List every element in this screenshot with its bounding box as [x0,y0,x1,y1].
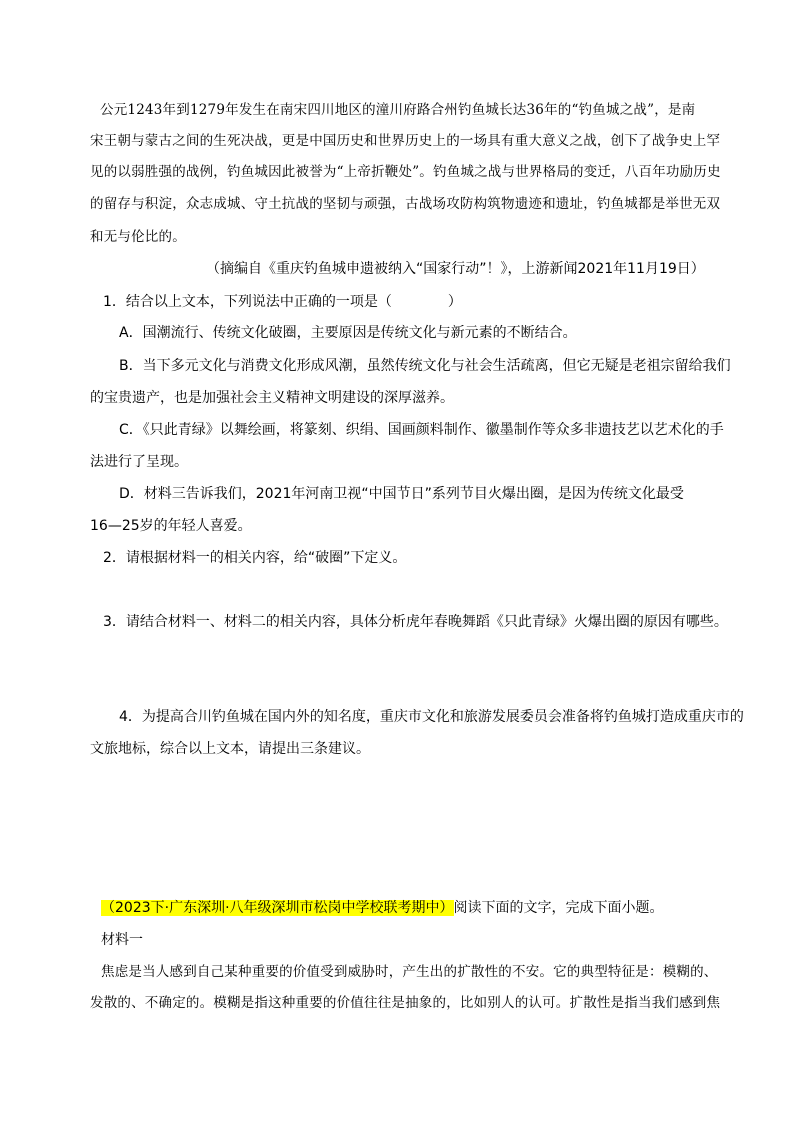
passage-line: 宋王朝与蒙古之间的生死决战，更是中国历史和世界历史上的一场具有重大意义之战，创下了战争史上罕 [90,133,721,149]
passage-line: 的留存与积淀，众志成城、守土抗战的坚韧与顽强，古战场攻防构筑物遗迹和遗址，钓鱼城都是举世无双 [90,196,721,212]
passage-line: 和无与伦比的。 [90,229,186,245]
question-1-option-a: A．国潮流行、传统文化破圈，主要原因是传统文化与新元素的不断结合。 [119,325,577,341]
section-header [101,898,664,918]
section-instruction: 阅读下面的文字，完成下面小题。 [453,900,664,916]
source-tag: （2023下·广东深圳·八年级深圳市松岗中学校联考期中） [101,900,454,916]
question-4-cont: 文旅地标，综合以上文本，请提出三条建议。 [90,741,370,757]
question-1-option-d: D．材料三告诉我们，2021年河南卫视“中国节日”系列节目火爆出圈，是因为传统文化最受 [119,486,684,502]
question-1-option-b-cont: 的宝贵遗产，也是加强社会主义精神文明建设的深厚滋养。 [90,390,454,406]
question-1-option-c: C．《只此青绿》以舞绘画，将篆刻、织绢、国画颜料制作、徽墨制作等众多非遗技艺以艺术化的手 [119,422,724,438]
material-line: 焦虑是当人感到自己某种重要的价值受到威胁时，产生出的扩散性的不安。它的典型特征是：模糊的、 [101,964,718,980]
question-4: 4．为提高合川钓鱼城在国内外的知名度，重庆市文化和旅游发展委员会准备将钓鱼城打造成重庆市的 [119,709,744,725]
question-1-option-d-cont: 16—25岁的年轻人喜爱。 [90,518,252,534]
question-3: 3．请结合材料一、材料二的相关内容，具体分析虎年春晚舞蹈《只此青绿》火爆出圈的原因有哪些。 [103,614,728,630]
material-line: 发散的、不确定的。模糊是指这种重要的价值往往是抽象的，比如别人的认可。扩散性是指当我们感到焦 [90,995,721,1011]
question-1-option-b: B．当下多元文化与消费文化形成风潮，虽然传统文化与社会生活疏离，但它无疑是老祖宗留给我们 [119,358,731,374]
question-1-option-c-cont: 法进行了呈现。 [90,454,188,470]
material-title: 材料一 [101,932,143,948]
passage-line: 公元1243年到1279年发生在南宋四川地区的潼川府路合州钓鱼城长达36年的“钓鱼城之战”，是南 [100,102,696,118]
passage-line: 见的以弱胜强的战例，钓鱼城因此被誉为“上帝折鞭处”。钓鱼城之战与世界格局的变迁，八百年功励历史 [90,164,721,180]
source-citation: （摘编自《重庆钓鱼城申遗被纳入“国家行动”！》，上游新闻2021年11月19日） [206,261,705,277]
question-2: 2．请根据材料一的相关内容，给“破圈”下定义。 [103,550,407,566]
question-1-stem: 1．结合以上文本，下列说法中正确的一项是（ ） [103,294,462,310]
